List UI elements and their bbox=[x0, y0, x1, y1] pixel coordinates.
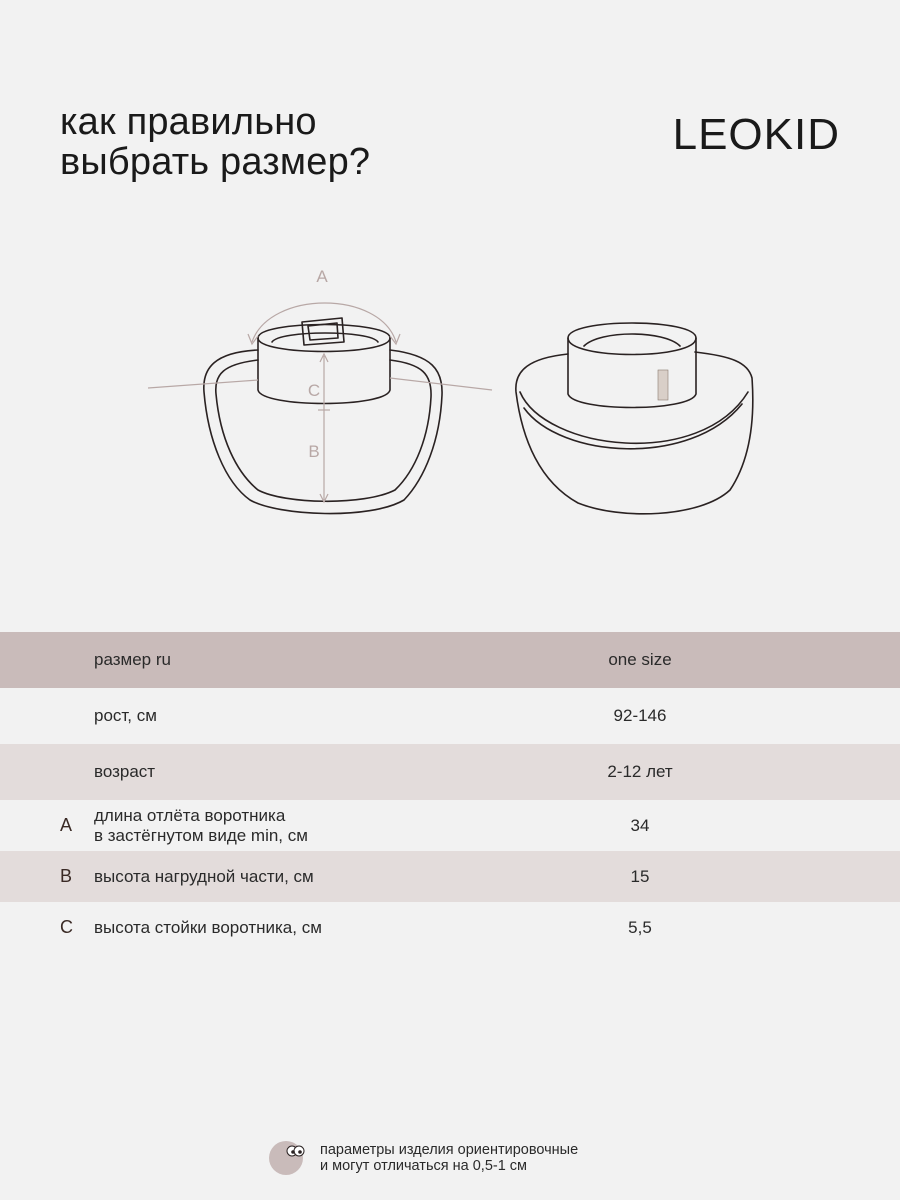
left-collar-inner bbox=[272, 333, 378, 342]
row-label-line-1: длина отлёта воротника bbox=[94, 805, 286, 825]
footnote-line-2: и могут отличаться на 0,5-1 см bbox=[320, 1158, 528, 1174]
table-header-row bbox=[0, 632, 900, 688]
right-bib-outer bbox=[516, 352, 753, 514]
row-label: рост, см bbox=[94, 706, 157, 725]
page-title bbox=[60, 102, 370, 182]
table-row bbox=[0, 851, 900, 902]
footnote-line-1: параметры изделия ориентировочные bbox=[320, 1142, 579, 1158]
size-table bbox=[0, 632, 900, 953]
row-label: возраст bbox=[94, 762, 156, 781]
right-collar-top bbox=[568, 323, 696, 355]
brand-logo: LEOKID bbox=[672, 110, 840, 159]
footnote-text bbox=[320, 1142, 578, 1174]
header-label: размер ru bbox=[94, 650, 171, 669]
label-c: C bbox=[307, 381, 321, 400]
left-bib-outer bbox=[204, 350, 442, 514]
row-letter: B bbox=[60, 866, 73, 886]
title-line-2: выбрать размер? bbox=[60, 141, 371, 183]
row-value: 5,5 bbox=[628, 917, 652, 937]
measure-arc-a bbox=[252, 303, 396, 342]
table-row bbox=[0, 744, 900, 800]
label-b: B bbox=[308, 442, 320, 461]
row-value: 15 bbox=[630, 866, 650, 886]
footnote bbox=[268, 1138, 578, 1178]
table-row bbox=[0, 902, 900, 953]
row-value: 92-146 bbox=[613, 706, 667, 725]
collar-tag bbox=[658, 370, 668, 400]
mascot-icon bbox=[268, 1138, 308, 1178]
title-line-1: как правильно bbox=[60, 101, 317, 143]
right-collar-sides bbox=[568, 338, 696, 408]
row-label: высота стойки воротника, см bbox=[94, 917, 322, 937]
collar-diagram bbox=[0, 240, 900, 540]
row-label bbox=[94, 806, 308, 846]
table-row bbox=[0, 688, 900, 744]
row-letter: C bbox=[60, 917, 73, 937]
row-label: высота нагрудной части, см bbox=[94, 866, 314, 886]
right-bib-rim bbox=[520, 392, 748, 443]
row-value: 2-12 лет bbox=[607, 762, 673, 781]
header-value: one size bbox=[608, 650, 672, 669]
row-letter: A bbox=[60, 815, 73, 835]
row-value: 34 bbox=[630, 815, 650, 835]
label-a: A bbox=[316, 267, 328, 286]
row-label-line-2: в застёгнутом виде min, см bbox=[94, 825, 308, 845]
table-row bbox=[0, 800, 900, 851]
